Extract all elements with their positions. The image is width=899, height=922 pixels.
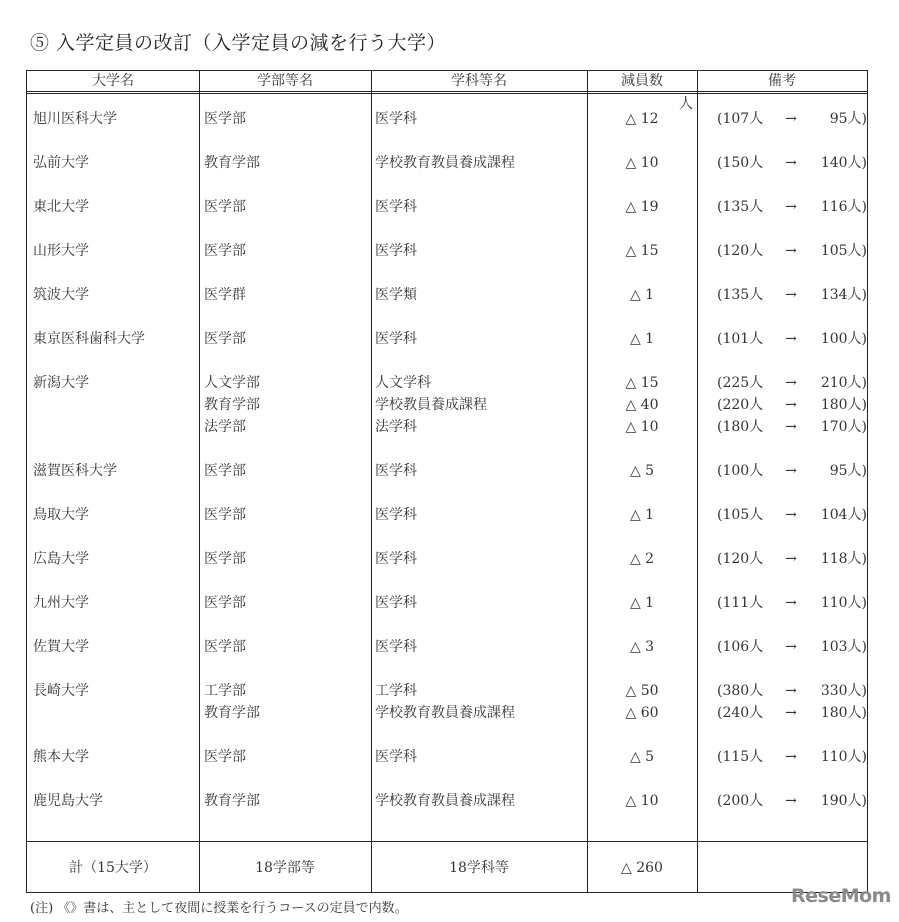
faculty-cell xyxy=(204,592,246,614)
university-name: 熊本大学 xyxy=(33,749,89,765)
reduction-value: △ 2 xyxy=(629,551,655,567)
faculty-cell xyxy=(204,680,260,724)
capacity-change xyxy=(717,240,867,262)
department-name: 法学科 xyxy=(375,419,417,435)
reduction-cell xyxy=(587,548,697,570)
remarks-cell xyxy=(717,592,867,614)
capacity-before: (106人 xyxy=(717,639,764,655)
department-cell xyxy=(375,548,417,570)
department-name: 人文学科 xyxy=(375,375,431,391)
reduction-cell xyxy=(587,460,697,482)
total-department: 18学科等 xyxy=(449,860,509,876)
capacity-before: (115人 xyxy=(717,749,764,765)
department-name: 医学科 xyxy=(375,639,417,655)
reduction-cell xyxy=(587,152,697,174)
capacity-before: (225人 xyxy=(717,375,764,391)
remarks-cell xyxy=(717,152,867,174)
capacity-after: 110人) xyxy=(820,595,867,611)
faculty-name: 医学群 xyxy=(204,287,246,303)
table-header xyxy=(27,71,867,92)
department-name: 医学科 xyxy=(375,551,417,567)
faculty-name: 工学部 xyxy=(204,683,246,699)
department-name: 医学科 xyxy=(375,507,417,523)
department-cell xyxy=(375,680,515,724)
faculty-cell xyxy=(204,504,246,526)
department-name: 医学科 xyxy=(375,199,417,215)
capacity-change xyxy=(717,548,867,570)
remarks-cell xyxy=(717,790,867,812)
capacity-after: 95人) xyxy=(829,463,867,479)
faculty-cell xyxy=(204,636,246,658)
faculty-name: 医学部 xyxy=(204,331,246,347)
arrow-icon: → xyxy=(785,793,797,809)
faculty-cell xyxy=(204,108,246,130)
capacity-change xyxy=(717,592,867,614)
department-name: 医学科 xyxy=(375,331,417,347)
footnote: (注) 《》書は、主として夜間に授業を行うコースの定員で内数。 xyxy=(30,901,408,916)
unit-label: 人 xyxy=(679,96,693,112)
capacity-before: (220人 xyxy=(717,397,764,413)
capacity-after: 180人) xyxy=(820,397,867,413)
capacity-before: (240人 xyxy=(717,705,764,721)
arrow-icon: → xyxy=(785,507,797,523)
university-name: 新潟大学 xyxy=(33,375,89,391)
reduction-value: △ 19 xyxy=(625,199,659,215)
department-cell xyxy=(375,152,515,174)
capacity-change xyxy=(717,152,867,174)
reduction-value: △ 5 xyxy=(629,463,655,479)
faculty-cell xyxy=(204,196,246,218)
faculty-name: 医学部 xyxy=(204,243,246,259)
column-divider xyxy=(697,71,698,892)
header-reduction: 減員数 xyxy=(621,73,663,89)
faculty-cell xyxy=(204,460,246,482)
arrow-icon: → xyxy=(785,749,797,765)
arrow-icon: → xyxy=(785,331,797,347)
reduction-cell xyxy=(587,636,697,658)
capacity-after: 118人) xyxy=(820,551,867,567)
arrow-icon: → xyxy=(785,705,797,721)
department-cell xyxy=(375,504,417,526)
total-reduction: △ 260 xyxy=(621,860,663,876)
arrow-icon: → xyxy=(785,639,797,655)
faculty-cell xyxy=(204,284,246,306)
department-cell xyxy=(375,592,417,614)
faculty-cell xyxy=(204,548,246,570)
capacity-change xyxy=(717,680,867,702)
department-name: 医学科 xyxy=(375,463,417,479)
faculty-name: 人文学部 xyxy=(204,375,260,391)
enrollment-reduction-table xyxy=(26,70,868,893)
arrow-icon: → xyxy=(785,243,797,259)
department-cell xyxy=(375,790,515,812)
arrow-icon: → xyxy=(785,397,797,413)
capacity-after: 140人) xyxy=(820,155,867,171)
capacity-change xyxy=(717,460,867,482)
faculty-name: 医学部 xyxy=(204,463,246,479)
column-divider xyxy=(371,71,372,892)
faculty-name: 医学部 xyxy=(204,551,246,567)
faculty-name: 医学部 xyxy=(204,199,246,215)
faculty-name: 教育学部 xyxy=(204,397,260,413)
university-name: 鹿児島大学 xyxy=(33,793,103,809)
capacity-change xyxy=(717,790,867,812)
capacity-change xyxy=(717,372,867,394)
total-university: 計（15大学） xyxy=(69,860,157,876)
department-name: 学校教員養成課程 xyxy=(375,397,487,413)
reduction-cell xyxy=(587,790,697,812)
capacity-before: (100人 xyxy=(717,463,764,479)
university-name: 山形大学 xyxy=(33,243,89,259)
capacity-after: 170人) xyxy=(820,419,867,435)
remarks-cell xyxy=(717,108,867,130)
capacity-after: 105人) xyxy=(820,243,867,259)
capacity-before: (101人 xyxy=(717,331,764,347)
header-double-line xyxy=(27,93,867,94)
faculty-name: 医学部 xyxy=(204,507,246,523)
capacity-before: (380人 xyxy=(717,683,764,699)
department-name: 医学科 xyxy=(375,111,417,127)
faculty-name: 医学部 xyxy=(204,749,246,765)
remarks-cell xyxy=(717,372,867,438)
remarks-cell xyxy=(717,240,867,262)
capacity-change xyxy=(717,504,867,526)
department-cell xyxy=(375,328,417,350)
faculty-cell xyxy=(204,372,260,438)
university-name: 弘前大学 xyxy=(33,155,89,171)
capacity-change xyxy=(717,394,867,416)
university-name: 東北大学 xyxy=(33,199,89,215)
arrow-icon: → xyxy=(785,463,797,479)
capacity-change xyxy=(717,746,867,768)
reduction-value: △ 3 xyxy=(629,639,655,655)
university-name: 東京医科歯科大学 xyxy=(33,331,145,347)
university-name: 九州大学 xyxy=(33,595,89,611)
remarks-cell xyxy=(717,746,867,768)
resemom-logo: ReseMom xyxy=(791,885,891,907)
arrow-icon: → xyxy=(785,419,797,435)
arrow-icon: → xyxy=(785,155,797,171)
capacity-before: (120人 xyxy=(717,551,764,567)
capacity-after: 134人) xyxy=(820,287,867,303)
capacity-after: 104人) xyxy=(820,507,867,523)
faculty-name: 医学部 xyxy=(204,639,246,655)
reduction-value: △ 40 xyxy=(625,397,659,413)
arrow-icon: → xyxy=(785,595,797,611)
reduction-value: △ 1 xyxy=(629,507,655,523)
university-name: 滋賀医科大学 xyxy=(33,463,117,479)
capacity-after: 116人) xyxy=(820,199,867,215)
department-cell xyxy=(375,460,417,482)
capacity-after: 190人) xyxy=(820,793,867,809)
arrow-icon: → xyxy=(785,683,797,699)
capacity-change xyxy=(717,636,867,658)
reduction-value: △ 1 xyxy=(629,287,655,303)
reduction-value: △ 10 xyxy=(625,793,659,809)
capacity-change xyxy=(717,284,867,306)
reduction-cell xyxy=(587,196,697,218)
reduction-cell xyxy=(587,504,697,526)
reduction-cell xyxy=(587,746,697,768)
department-name: 工学科 xyxy=(375,683,417,699)
faculty-cell xyxy=(204,152,260,174)
reduction-cell xyxy=(587,328,697,350)
department-cell xyxy=(375,108,417,130)
header-faculty: 学部等名 xyxy=(257,73,313,89)
department-name: 医学科 xyxy=(375,749,417,765)
column-divider xyxy=(199,71,200,892)
reduction-value: △ 1 xyxy=(629,595,655,611)
capacity-after: 210人) xyxy=(820,375,867,391)
capacity-after: 103人) xyxy=(820,639,867,655)
reduction-value: △ 10 xyxy=(625,155,659,171)
capacity-before: (135人 xyxy=(717,287,764,303)
university-name: 長崎大学 xyxy=(33,683,89,699)
arrow-icon: → xyxy=(785,375,797,391)
capacity-before: (150人 xyxy=(717,155,764,171)
faculty-name: 医学部 xyxy=(204,111,246,127)
header-university: 大学名 xyxy=(92,73,134,89)
capacity-before: (180人 xyxy=(717,419,764,435)
capacity-change xyxy=(717,328,867,350)
reduction-cell xyxy=(587,680,697,724)
reduction-cell xyxy=(587,240,697,262)
arrow-icon: → xyxy=(785,111,797,127)
arrow-icon: → xyxy=(785,287,797,303)
department-name: 医学科 xyxy=(375,243,417,259)
reduction-value: △ 12 xyxy=(625,111,659,127)
department-cell xyxy=(375,746,417,768)
capacity-after: 95人) xyxy=(829,111,867,127)
capacity-change xyxy=(717,702,867,724)
reduction-cell xyxy=(587,372,697,438)
reduction-cell xyxy=(587,284,697,306)
header-remarks: 備考 xyxy=(768,73,796,89)
department-name: 学校教育教員養成課程 xyxy=(375,155,515,171)
department-name: 医学科 xyxy=(375,595,417,611)
remarks-cell xyxy=(717,636,867,658)
faculty-name: 法学部 xyxy=(204,419,246,435)
reduction-cell xyxy=(587,592,697,614)
department-cell xyxy=(375,240,417,262)
total-divider xyxy=(27,841,867,842)
arrow-icon: → xyxy=(785,199,797,215)
department-name: 学校教育教員養成課程 xyxy=(375,793,515,809)
university-name: 鳥取大学 xyxy=(33,507,89,523)
department-cell xyxy=(375,372,487,438)
reduction-value: △ 15 xyxy=(625,243,659,259)
university-name: 旭川医科大学 xyxy=(33,111,117,127)
capacity-after: 100人) xyxy=(820,331,867,347)
department-cell xyxy=(375,284,417,306)
total-faculty: 18学部等 xyxy=(255,860,315,876)
remarks-cell xyxy=(717,504,867,526)
arrow-icon: → xyxy=(785,551,797,567)
capacity-before: (135人 xyxy=(717,199,764,215)
faculty-cell xyxy=(204,790,260,812)
reduction-value: △ 15 xyxy=(625,375,659,391)
department-name: 医学類 xyxy=(375,287,417,303)
university-name: 筑波大学 xyxy=(33,287,89,303)
faculty-name: 教育学部 xyxy=(204,793,260,809)
capacity-before: (111人 xyxy=(717,595,764,611)
remarks-cell xyxy=(717,460,867,482)
faculty-name: 教育学部 xyxy=(204,155,260,171)
remarks-cell xyxy=(717,328,867,350)
reduction-value: △ 50 xyxy=(625,683,659,699)
department-cell xyxy=(375,636,417,658)
capacity-before: (120人 xyxy=(717,243,764,259)
header-department: 学科等名 xyxy=(451,73,507,89)
reduction-cell xyxy=(587,108,697,130)
total-row xyxy=(27,843,867,893)
department-cell xyxy=(375,196,417,218)
faculty-name: 教育学部 xyxy=(204,705,260,721)
reduction-value: △ 60 xyxy=(625,705,659,721)
page-title: ⑤ 入学定員の改訂（入学定員の減を行う大学） xyxy=(30,32,447,54)
faculty-name: 医学部 xyxy=(204,595,246,611)
capacity-after: 180人) xyxy=(820,705,867,721)
faculty-cell xyxy=(204,328,246,350)
capacity-after: 330人) xyxy=(820,683,867,699)
university-name: 佐賀大学 xyxy=(33,639,89,655)
capacity-change xyxy=(717,108,867,130)
remarks-cell xyxy=(717,548,867,570)
reduction-value: △ 5 xyxy=(629,749,655,765)
faculty-cell xyxy=(204,240,246,262)
capacity-before: (107人 xyxy=(717,111,764,127)
remarks-cell xyxy=(717,196,867,218)
capacity-change xyxy=(717,196,867,218)
remarks-cell xyxy=(717,284,867,306)
university-name: 広島大学 xyxy=(33,551,89,567)
reduction-value: △ 10 xyxy=(625,419,659,435)
capacity-change xyxy=(717,416,867,438)
capacity-before: (105人 xyxy=(717,507,764,523)
capacity-before: (200人 xyxy=(717,793,764,809)
reduction-value: △ 1 xyxy=(629,331,655,347)
remarks-cell xyxy=(717,680,867,724)
capacity-after: 110人) xyxy=(820,749,867,765)
faculty-cell xyxy=(204,746,246,768)
department-name: 学校教育教員養成課程 xyxy=(375,705,515,721)
